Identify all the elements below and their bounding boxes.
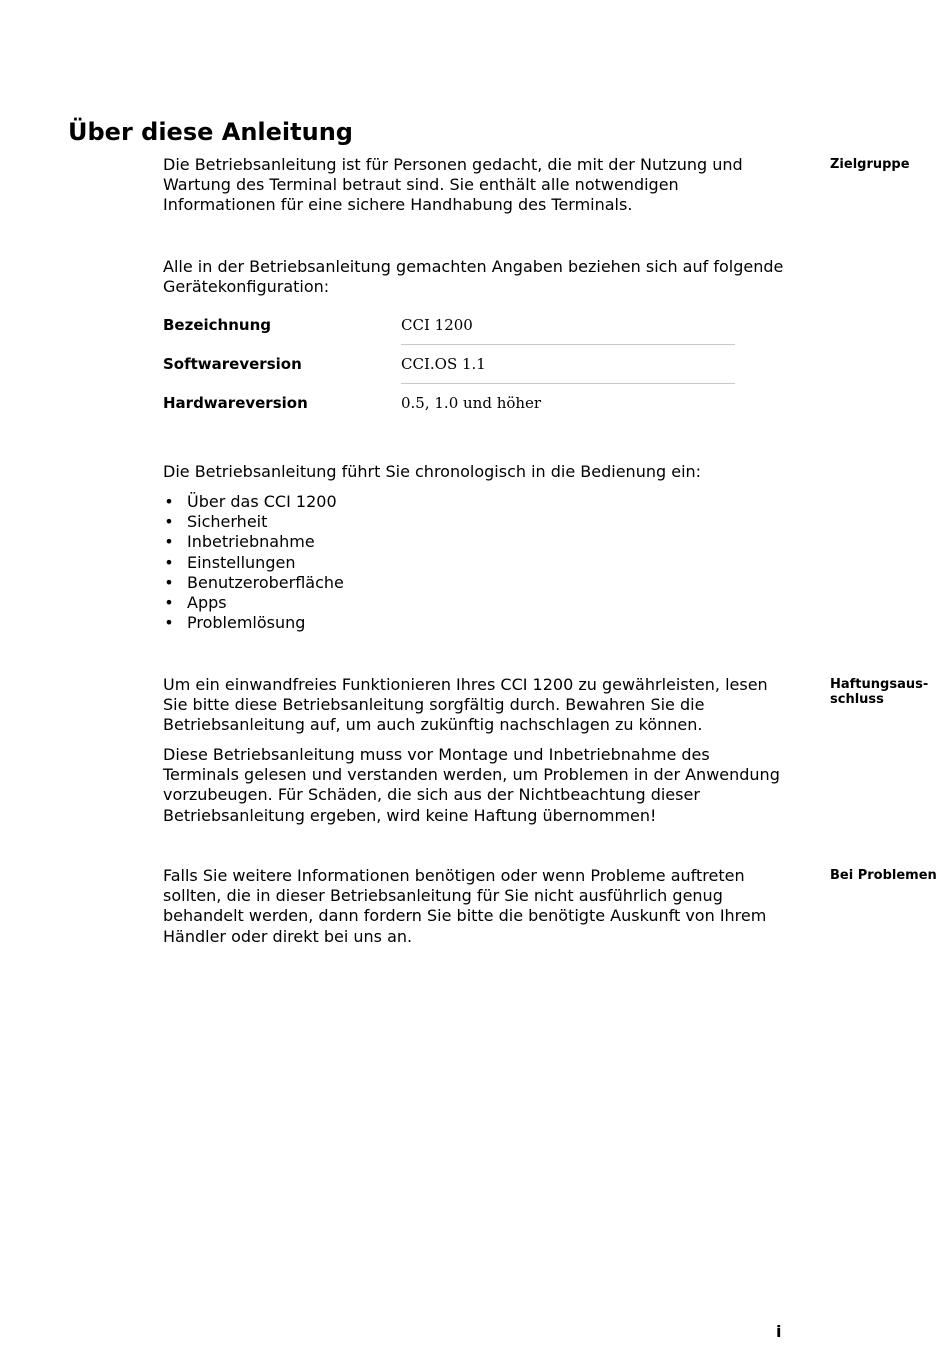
zielgruppe-paragraph: Die Betriebsanleitung ist für Personen gedacht, die mit der Nutzung und Wartung des Terminal betraut sind. Sie enthält alle notwendigen Informationen für eine sichere Handhabung des Terminals. xyxy=(163,155,743,215)
list-item xyxy=(163,553,344,573)
page-number: i xyxy=(776,1322,782,1341)
config-value: 0.5, 1.0 und höher xyxy=(401,394,542,412)
list-item-text: Über das CCI 1200 xyxy=(187,492,337,511)
haftung-label-part1: Haftungsaus- xyxy=(830,677,929,692)
list-item-text: Sicherheit xyxy=(187,512,268,532)
config-label: Hardwareversion xyxy=(163,393,308,412)
config-label: Bezeichnung xyxy=(163,316,271,335)
bullet-icon: • xyxy=(164,593,174,613)
config-intro-paragraph: Alle in der Betriebsanleitung gemachten Angaben beziehen sich auf folgende Gerätekonfiguration: xyxy=(163,257,784,297)
list-item xyxy=(163,512,344,532)
list-item xyxy=(163,532,344,552)
config-label: Softwareversion xyxy=(163,355,302,373)
device-config-table xyxy=(163,306,735,422)
chapters-intro-paragraph: Die Betriebsanleitung führt Sie chronologisch in die Bedienung ein: xyxy=(163,462,702,481)
page-heading: Über diese Anleitung xyxy=(68,118,353,146)
list-item-text: Problemlösung xyxy=(187,613,306,633)
list-item xyxy=(163,492,344,512)
config-row-bezeichnung xyxy=(163,306,735,345)
list-item-text: Inbetriebnahme xyxy=(187,532,315,552)
bullet-icon: • xyxy=(164,613,174,633)
zielgruppe-margin-label: Zielgruppe xyxy=(830,157,910,172)
haftung-paragraph-2: Diese Betriebsanleitung muss vor Montage und Inbetriebnahme des Terminals gelesen und verstanden werden, um Problemen in der Anwendung vorzubeugen. Für Schäden, die sich aus der Nichtbeachtung dieser Betriebsanleitung ergeben, wird keine Haftung übernommen! xyxy=(163,745,780,825)
bullet-icon: • xyxy=(164,552,174,572)
haftung-margin-label xyxy=(830,677,948,707)
bullet-icon: • xyxy=(164,532,174,552)
probleme-margin-label: Bei Problemen xyxy=(830,868,937,883)
list-item xyxy=(163,613,344,633)
bullet-icon: • xyxy=(164,492,174,511)
bullet-icon: • xyxy=(164,572,174,592)
config-value: CCI 1200 xyxy=(401,306,735,345)
config-row-hardwareversion xyxy=(163,384,735,423)
chapter-list xyxy=(163,492,344,633)
config-value: CCI.OS 1.1 xyxy=(401,345,735,384)
list-item-text: Einstellungen xyxy=(187,552,296,572)
haftung-label-part2: schluss xyxy=(830,692,884,707)
list-item xyxy=(163,573,344,593)
list-item xyxy=(163,593,344,613)
list-item-text: Benutzeroberfläche xyxy=(187,572,344,592)
haftung-paragraph-1: Um ein einwandfreies Funktionieren Ihres CCI 1200 zu gewährleisten, lesen Sie bitte diese Betriebsanleitung sorgfältig durch. Bewahren Sie die Betriebsanleitung auf, um auch zukünftig nachschlagen zu können. xyxy=(163,675,768,735)
bullet-icon: • xyxy=(164,512,174,532)
probleme-paragraph: Falls Sie weitere Informationen benötigen oder wenn Probleme auftreten sollten, die in dieser Betriebsanleitung für Sie nicht ausführlich genug behandelt werden, dann fordern Sie bitte die benötigte Auskunft von Ihrem Händler oder direkt bei uns an. xyxy=(163,866,767,946)
list-item-text: Apps xyxy=(187,593,227,613)
config-row-softwareversion xyxy=(163,345,735,384)
